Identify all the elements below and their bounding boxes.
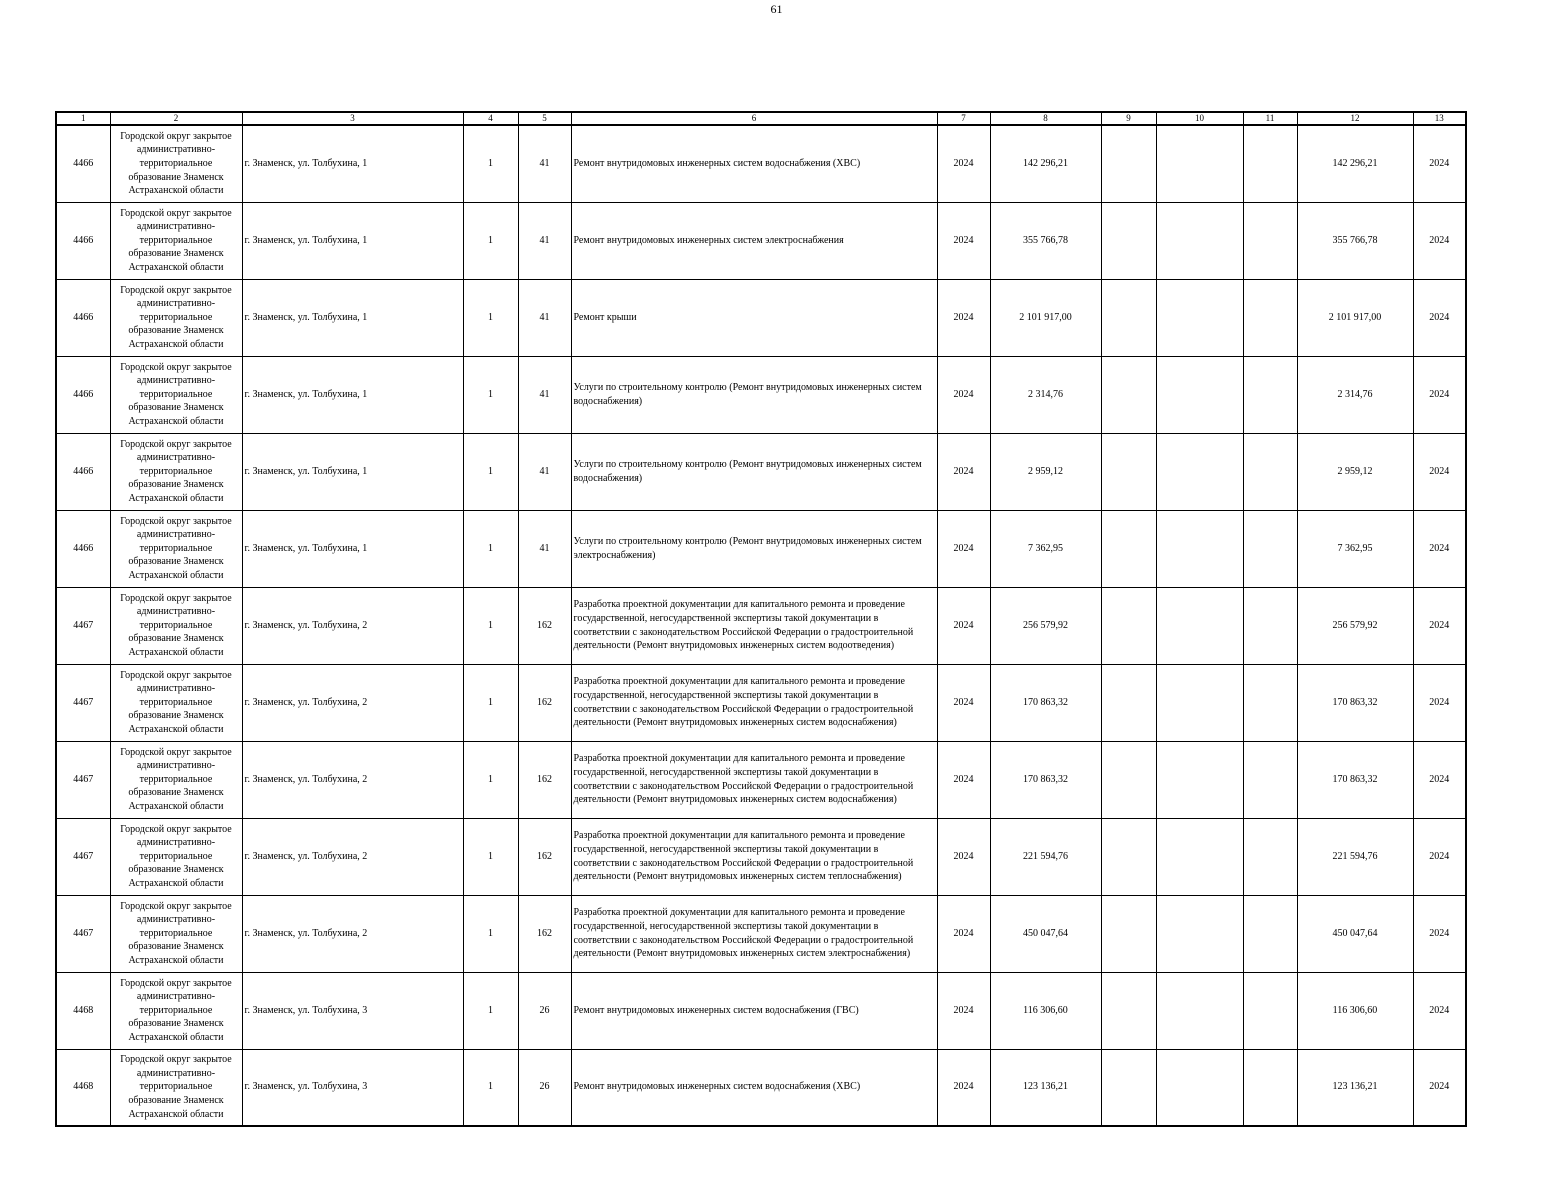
regional-funds-cell bbox=[1156, 510, 1243, 587]
building-id-cell: 41 bbox=[518, 202, 571, 279]
column-number-cell: 10 bbox=[1156, 112, 1243, 125]
regional-funds-cell bbox=[1156, 433, 1243, 510]
table-row bbox=[56, 587, 1466, 664]
municipality-cell: Городской округ закрытое административно-территориальное образование Знаменск Астраханской области bbox=[110, 356, 242, 433]
completion-year-cell: 2024 bbox=[1413, 279, 1466, 356]
column-number-cell: 13 bbox=[1413, 112, 1466, 125]
building-code-cell: 1 bbox=[463, 356, 518, 433]
municipality-cell: Городской округ закрытое административно-территориальное образование Знаменск Астраханской области bbox=[110, 1049, 242, 1126]
regional-funds-cell bbox=[1156, 279, 1243, 356]
record-number-cell: 4466 bbox=[56, 356, 110, 433]
regional-funds-cell bbox=[1156, 818, 1243, 895]
work-type-cell: Разработка проектной документации для капитального ремонта и проведение государственной, негосударственной экспертизы такой документации в соответствии с законодательством Российской Федерации о градостроительной деятельности (Ремонт внутридомовых инженерных систем водоснабжения) bbox=[571, 664, 937, 741]
table-row bbox=[56, 741, 1466, 818]
regional-funds-cell bbox=[1156, 1049, 1243, 1126]
record-number-cell: 4466 bbox=[56, 279, 110, 356]
local-funds-cell bbox=[1243, 664, 1297, 741]
owner-funds-cell: 7 362,95 bbox=[1297, 510, 1413, 587]
local-funds-cell bbox=[1243, 741, 1297, 818]
record-number-cell: 4468 bbox=[56, 1049, 110, 1126]
year-cell: 2024 bbox=[937, 202, 990, 279]
completion-year-cell: 2024 bbox=[1413, 202, 1466, 279]
column-number-cell: 2 bbox=[110, 112, 242, 125]
municipality-cell: Городской округ закрытое административно-территориальное образование Знаменск Астраханской области bbox=[110, 202, 242, 279]
local-funds-cell bbox=[1243, 356, 1297, 433]
building-code-cell: 1 bbox=[463, 664, 518, 741]
municipality-cell: Городской округ закрытое административно-территориальное образование Знаменск Астраханской области bbox=[110, 972, 242, 1049]
column-number-row bbox=[56, 112, 1466, 125]
regional-funds-cell bbox=[1156, 202, 1243, 279]
federal-funds-cell bbox=[1101, 587, 1156, 664]
record-number-cell: 4467 bbox=[56, 664, 110, 741]
table-row bbox=[56, 202, 1466, 279]
year-cell: 2024 bbox=[937, 1049, 990, 1126]
municipality-cell: Городской округ закрытое административно-территориальное образование Знаменск Астраханской области bbox=[110, 125, 242, 202]
federal-funds-cell bbox=[1101, 279, 1156, 356]
address-cell: г. Знаменск, ул. Толбухина, 2 bbox=[242, 587, 463, 664]
local-funds-cell bbox=[1243, 279, 1297, 356]
regional-funds-cell bbox=[1156, 741, 1243, 818]
total-cost-cell: 2 314,76 bbox=[990, 356, 1101, 433]
local-funds-cell bbox=[1243, 818, 1297, 895]
address-cell: г. Знаменск, ул. Толбухина, 1 bbox=[242, 202, 463, 279]
address-cell: г. Знаменск, ул. Толбухина, 1 bbox=[242, 279, 463, 356]
work-type-cell: Ремонт внутридомовых инженерных систем водоснабжения (ГВС) bbox=[571, 972, 937, 1049]
address-cell: г. Знаменск, ул. Толбухина, 1 bbox=[242, 125, 463, 202]
building-code-cell: 1 bbox=[463, 895, 518, 972]
owner-funds-cell: 221 594,76 bbox=[1297, 818, 1413, 895]
completion-year-cell: 2024 bbox=[1413, 972, 1466, 1049]
column-number-cell: 3 bbox=[242, 112, 463, 125]
completion-year-cell: 2024 bbox=[1413, 125, 1466, 202]
completion-year-cell: 2024 bbox=[1413, 510, 1466, 587]
local-funds-cell bbox=[1243, 433, 1297, 510]
address-cell: г. Знаменск, ул. Толбухина, 2 bbox=[242, 741, 463, 818]
building-code-cell: 1 bbox=[463, 279, 518, 356]
record-number-cell: 4466 bbox=[56, 433, 110, 510]
regional-funds-cell bbox=[1156, 125, 1243, 202]
year-cell: 2024 bbox=[937, 356, 990, 433]
total-cost-cell: 256 579,92 bbox=[990, 587, 1101, 664]
municipality-cell: Городской округ закрытое административно-территориальное образование Знаменск Астраханской области bbox=[110, 664, 242, 741]
owner-funds-cell: 256 579,92 bbox=[1297, 587, 1413, 664]
regional-funds-cell bbox=[1156, 356, 1243, 433]
owner-funds-cell: 142 296,21 bbox=[1297, 125, 1413, 202]
building-id-cell: 41 bbox=[518, 125, 571, 202]
local-funds-cell bbox=[1243, 202, 1297, 279]
building-id-cell: 162 bbox=[518, 741, 571, 818]
work-type-cell: Услуги по строительному контролю (Ремонт внутридомовых инженерных систем водоснабжения) bbox=[571, 433, 937, 510]
table-row bbox=[56, 433, 1466, 510]
column-number-cell: 4 bbox=[463, 112, 518, 125]
federal-funds-cell bbox=[1101, 741, 1156, 818]
completion-year-cell: 2024 bbox=[1413, 895, 1466, 972]
work-type-cell: Разработка проектной документации для капитального ремонта и проведение государственной, негосударственной экспертизы такой документации в соответствии с законодательством Российской Федерации о градостроительной деятельности (Ремонт внутридомовых инженерных систем водоснабжения) bbox=[571, 741, 937, 818]
federal-funds-cell bbox=[1101, 895, 1156, 972]
building-id-cell: 26 bbox=[518, 972, 571, 1049]
year-cell: 2024 bbox=[937, 818, 990, 895]
owner-funds-cell: 2 314,76 bbox=[1297, 356, 1413, 433]
total-cost-cell: 2 959,12 bbox=[990, 433, 1101, 510]
building-id-cell: 162 bbox=[518, 664, 571, 741]
column-number-cell: 9 bbox=[1101, 112, 1156, 125]
owner-funds-cell: 116 306,60 bbox=[1297, 972, 1413, 1049]
regional-funds-cell bbox=[1156, 664, 1243, 741]
record-number-cell: 4468 bbox=[56, 972, 110, 1049]
federal-funds-cell bbox=[1101, 1049, 1156, 1126]
federal-funds-cell bbox=[1101, 125, 1156, 202]
capital-repair-table bbox=[55, 111, 1467, 1127]
address-cell: г. Знаменск, ул. Толбухина, 3 bbox=[242, 972, 463, 1049]
work-type-cell: Услуги по строительному контролю (Ремонт внутридомовых инженерных систем водоснабжения) bbox=[571, 356, 937, 433]
table-row bbox=[56, 664, 1466, 741]
building-code-cell: 1 bbox=[463, 202, 518, 279]
total-cost-cell: 450 047,64 bbox=[990, 895, 1101, 972]
work-type-cell: Разработка проектной документации для капитального ремонта и проведение государственной, негосударственной экспертизы такой документации в соответствии с законодательством Российской Федерации о градостроительной деятельности (Ремонт внутридомовых инженерных систем электроснабжения) bbox=[571, 895, 937, 972]
work-type-cell: Услуги по строительному контролю (Ремонт внутридомовых инженерных систем электроснабжения) bbox=[571, 510, 937, 587]
completion-year-cell: 2024 bbox=[1413, 1049, 1466, 1126]
table-row bbox=[56, 1049, 1466, 1126]
total-cost-cell: 170 863,32 bbox=[990, 741, 1101, 818]
completion-year-cell: 2024 bbox=[1413, 664, 1466, 741]
building-id-cell: 162 bbox=[518, 587, 571, 664]
federal-funds-cell bbox=[1101, 356, 1156, 433]
building-id-cell: 41 bbox=[518, 510, 571, 587]
federal-funds-cell bbox=[1101, 818, 1156, 895]
completion-year-cell: 2024 bbox=[1413, 356, 1466, 433]
owner-funds-cell: 170 863,32 bbox=[1297, 664, 1413, 741]
address-cell: г. Знаменск, ул. Толбухина, 2 bbox=[242, 895, 463, 972]
federal-funds-cell bbox=[1101, 664, 1156, 741]
address-cell: г. Знаменск, ул. Толбухина, 1 bbox=[242, 356, 463, 433]
work-type-cell: Ремонт внутридомовых инженерных систем электроснабжения bbox=[571, 202, 937, 279]
year-cell: 2024 bbox=[937, 279, 990, 356]
column-number-cell: 11 bbox=[1243, 112, 1297, 125]
record-number-cell: 4467 bbox=[56, 587, 110, 664]
building-id-cell: 26 bbox=[518, 1049, 571, 1126]
year-cell: 2024 bbox=[937, 664, 990, 741]
building-id-cell: 41 bbox=[518, 356, 571, 433]
total-cost-cell: 123 136,21 bbox=[990, 1049, 1101, 1126]
work-type-cell: Разработка проектной документации для капитального ремонта и проведение государственной, негосударственной экспертизы такой документации в соответствии с законодательством Российской Федерации о градостроительной деятельности (Ремонт внутридомовых инженерных систем водоотведения) bbox=[571, 587, 937, 664]
column-number-cell: 7 bbox=[937, 112, 990, 125]
total-cost-cell: 142 296,21 bbox=[990, 125, 1101, 202]
column-number-cell: 12 bbox=[1297, 112, 1413, 125]
building-id-cell: 162 bbox=[518, 895, 571, 972]
table-row bbox=[56, 356, 1466, 433]
record-number-cell: 4466 bbox=[56, 202, 110, 279]
regional-funds-cell bbox=[1156, 587, 1243, 664]
address-cell: г. Знаменск, ул. Толбухина, 1 bbox=[242, 510, 463, 587]
owner-funds-cell: 2 101 917,00 bbox=[1297, 279, 1413, 356]
completion-year-cell: 2024 bbox=[1413, 433, 1466, 510]
table-row bbox=[56, 510, 1466, 587]
federal-funds-cell bbox=[1101, 202, 1156, 279]
work-type-cell: Ремонт внутридомовых инженерных систем водоснабжения (ХВС) bbox=[571, 1049, 937, 1126]
year-cell: 2024 bbox=[937, 741, 990, 818]
page-number: 61 bbox=[770, 2, 783, 16]
year-cell: 2024 bbox=[937, 972, 990, 1049]
table-row bbox=[56, 895, 1466, 972]
work-type-cell: Ремонт крыши bbox=[571, 279, 937, 356]
municipality-cell: Городской округ закрытое административно-территориальное образование Знаменск Астраханской области bbox=[110, 433, 242, 510]
table-body bbox=[56, 125, 1466, 1126]
municipality-cell: Городской округ закрытое административно-территориальное образование Знаменск Астраханской области bbox=[110, 818, 242, 895]
completion-year-cell: 2024 bbox=[1413, 818, 1466, 895]
building-code-cell: 1 bbox=[463, 741, 518, 818]
owner-funds-cell: 170 863,32 bbox=[1297, 741, 1413, 818]
record-number-cell: 4466 bbox=[56, 510, 110, 587]
building-code-cell: 1 bbox=[463, 1049, 518, 1126]
local-funds-cell bbox=[1243, 972, 1297, 1049]
owner-funds-cell: 355 766,78 bbox=[1297, 202, 1413, 279]
total-cost-cell: 355 766,78 bbox=[990, 202, 1101, 279]
column-number-cell: 8 bbox=[990, 112, 1101, 125]
table-row bbox=[56, 818, 1466, 895]
municipality-cell: Городской округ закрытое административно-территориальное образование Знаменск Астраханской области bbox=[110, 510, 242, 587]
local-funds-cell bbox=[1243, 895, 1297, 972]
local-funds-cell bbox=[1243, 587, 1297, 664]
municipality-cell: Городской округ закрытое административно-территориальное образование Знаменск Астраханской области bbox=[110, 279, 242, 356]
total-cost-cell: 116 306,60 bbox=[990, 972, 1101, 1049]
record-number-cell: 4467 bbox=[56, 895, 110, 972]
record-number-cell: 4467 bbox=[56, 741, 110, 818]
year-cell: 2024 bbox=[937, 125, 990, 202]
address-cell: г. Знаменск, ул. Толбухина, 1 bbox=[242, 433, 463, 510]
federal-funds-cell bbox=[1101, 510, 1156, 587]
address-cell: г. Знаменск, ул. Толбухина, 3 bbox=[242, 1049, 463, 1126]
record-number-cell: 4466 bbox=[56, 125, 110, 202]
owner-funds-cell: 450 047,64 bbox=[1297, 895, 1413, 972]
building-id-cell: 162 bbox=[518, 818, 571, 895]
federal-funds-cell bbox=[1101, 433, 1156, 510]
column-number-cell: 1 bbox=[56, 112, 110, 125]
owner-funds-cell: 123 136,21 bbox=[1297, 1049, 1413, 1126]
municipality-cell: Городской округ закрытое административно-территориальное образование Знаменск Астраханской области bbox=[110, 895, 242, 972]
building-code-cell: 1 bbox=[463, 587, 518, 664]
year-cell: 2024 bbox=[937, 587, 990, 664]
work-type-cell: Разработка проектной документации для капитального ремонта и проведение государственной, негосударственной экспертизы такой документации в соответствии с законодательством Российской Федерации о градостроительной деятельности (Ремонт внутридомовых инженерных систем теплоснабжения) bbox=[571, 818, 937, 895]
total-cost-cell: 221 594,76 bbox=[990, 818, 1101, 895]
regional-funds-cell bbox=[1156, 972, 1243, 1049]
year-cell: 2024 bbox=[937, 510, 990, 587]
table-row bbox=[56, 972, 1466, 1049]
building-code-cell: 1 bbox=[463, 125, 518, 202]
record-number-cell: 4467 bbox=[56, 818, 110, 895]
completion-year-cell: 2024 bbox=[1413, 741, 1466, 818]
municipality-cell: Городской округ закрытое административно-территориальное образование Знаменск Астраханской области bbox=[110, 741, 242, 818]
total-cost-cell: 170 863,32 bbox=[990, 664, 1101, 741]
total-cost-cell: 2 101 917,00 bbox=[990, 279, 1101, 356]
local-funds-cell bbox=[1243, 125, 1297, 202]
municipality-cell: Городской округ закрытое административно-территориальное образование Знаменск Астраханской области bbox=[110, 587, 242, 664]
total-cost-cell: 7 362,95 bbox=[990, 510, 1101, 587]
building-id-cell: 41 bbox=[518, 433, 571, 510]
address-cell: г. Знаменск, ул. Толбухина, 2 bbox=[242, 664, 463, 741]
regional-funds-cell bbox=[1156, 895, 1243, 972]
building-id-cell: 41 bbox=[518, 279, 571, 356]
year-cell: 2024 bbox=[937, 433, 990, 510]
column-number-cell: 5 bbox=[518, 112, 571, 125]
table-row bbox=[56, 279, 1466, 356]
address-cell: г. Знаменск, ул. Толбухина, 2 bbox=[242, 818, 463, 895]
local-funds-cell bbox=[1243, 1049, 1297, 1126]
building-code-cell: 1 bbox=[463, 510, 518, 587]
work-type-cell: Ремонт внутридомовых инженерных систем водоснабжения (ХВС) bbox=[571, 125, 937, 202]
building-code-cell: 1 bbox=[463, 818, 518, 895]
building-code-cell: 1 bbox=[463, 433, 518, 510]
federal-funds-cell bbox=[1101, 972, 1156, 1049]
local-funds-cell bbox=[1243, 510, 1297, 587]
completion-year-cell: 2024 bbox=[1413, 587, 1466, 664]
year-cell: 2024 bbox=[937, 895, 990, 972]
owner-funds-cell: 2 959,12 bbox=[1297, 433, 1413, 510]
building-code-cell: 1 bbox=[463, 972, 518, 1049]
column-number-cell: 6 bbox=[571, 112, 937, 125]
table-row bbox=[56, 125, 1466, 202]
